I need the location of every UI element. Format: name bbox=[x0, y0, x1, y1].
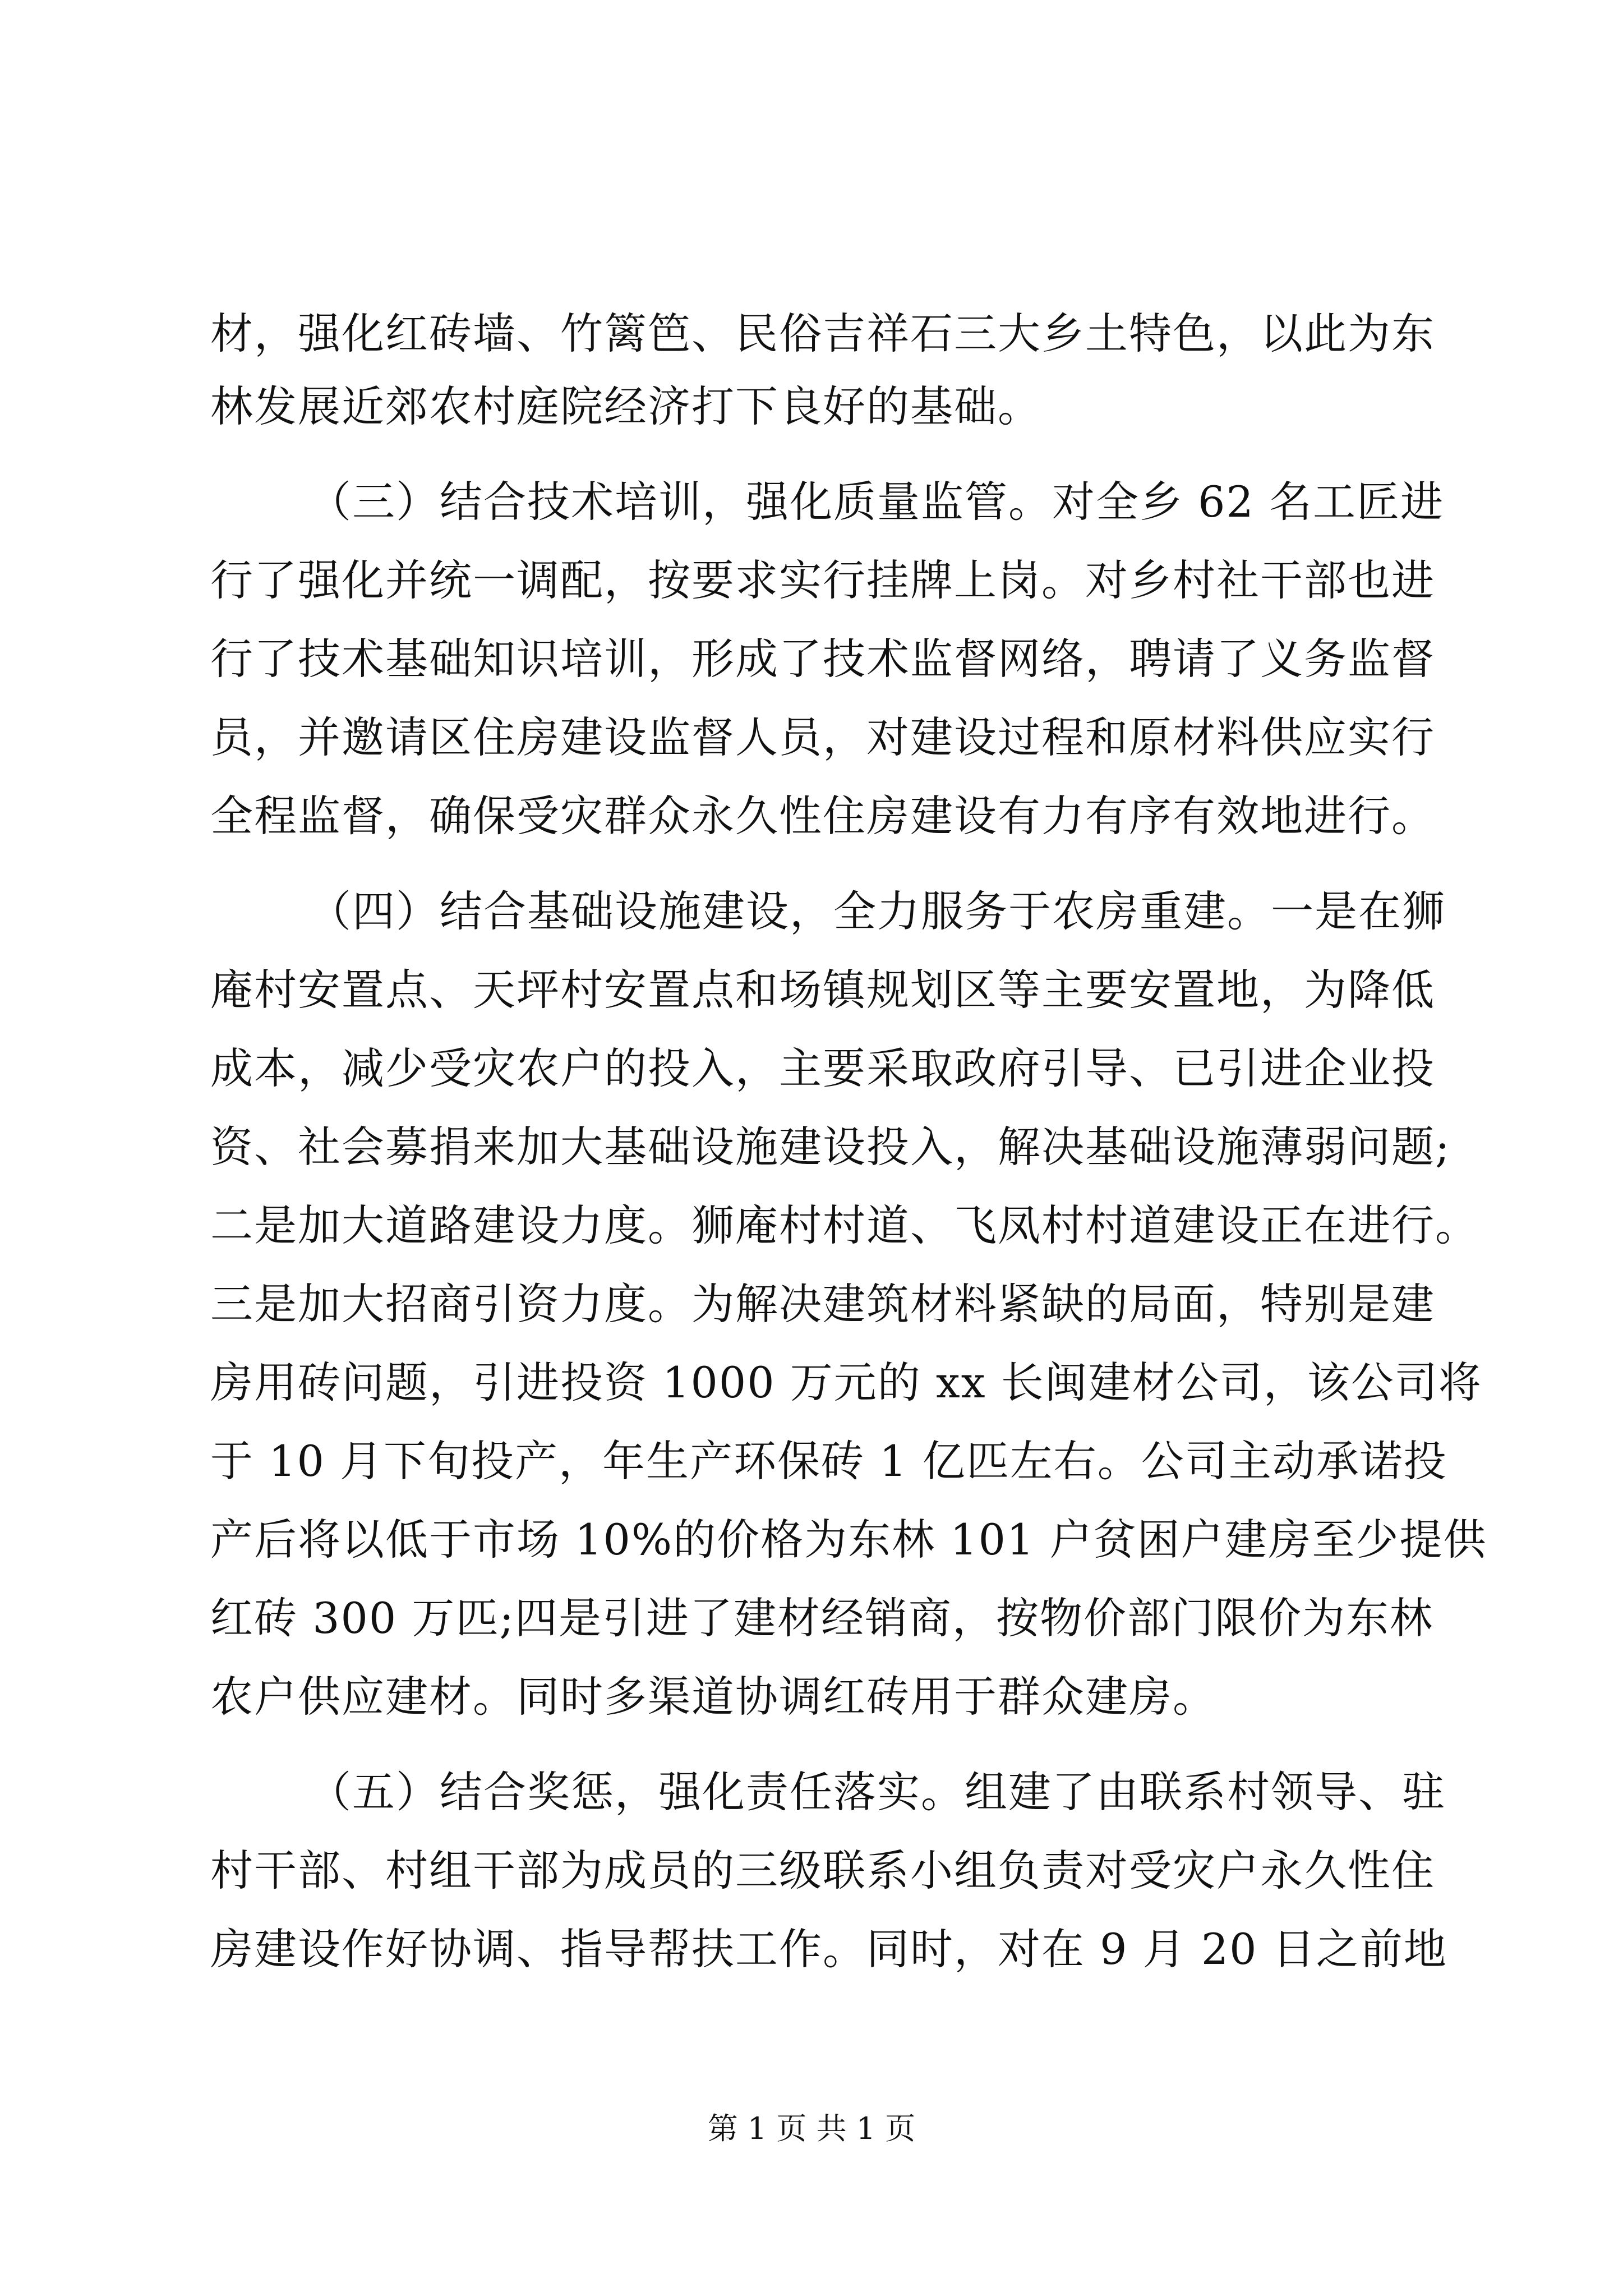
body-line: 行了强化并统一调配，按要求实行挂牌上岗。对乡村社干部也进 bbox=[210, 555, 1435, 605]
body-line: 于 10 月下旬投产，年生产环保砖 1 亿匹左右。公司主动承诺投 bbox=[210, 1436, 1447, 1486]
body-line: 房建设作好协调、指导帮扶工作。同时，对在 9 月 20 日之前地 bbox=[210, 1924, 1447, 1974]
paragraph-heading-line: （四）结合基础设施建设，全力服务于农房重建。一是在狮 bbox=[308, 886, 1446, 936]
body-line: 全程监督，确保受灾群众永久性住房建设有力有序有效地进行。 bbox=[210, 791, 1435, 841]
body-line: 农户供应建材。同时多渠道协调红砖用于群众建房。 bbox=[210, 1672, 1216, 1722]
page-footer: 第 1 页 共 1 页 bbox=[707, 2111, 916, 2146]
body-line: 产后将以低于市场 10%的价格为东林 101 户贫困户建房至少提供 bbox=[210, 1515, 1487, 1565]
body-line: 红砖 300 万匹;四是引进了建材经销商，按物价部门限价为东林 bbox=[210, 1593, 1433, 1643]
body-line: 资、社会募捐来加大基础设施建设投入，解决基础设施薄弱问题; bbox=[210, 1122, 1451, 1172]
body-line: 三是加大招商引资力度。为解决建筑材料紧缺的局面，特别是建 bbox=[210, 1279, 1435, 1329]
body-line: 庵村安置点、天坪村安置点和场镇规划区等主要安置地，为降低 bbox=[210, 965, 1435, 1015]
body-line: 行了技术基础知识培训，形成了技术监督网络，聘请了义务监督 bbox=[210, 634, 1435, 684]
body-line: 林发展近郊农村庭院经济打下良好的基础。 bbox=[210, 381, 1041, 431]
body-line: 村干部、村组干部为成员的三级联系小组负责对受灾户永久性住 bbox=[210, 1846, 1435, 1895]
body-line: 成本，减少受灾农户的投入，主要采取政府引导、已引进企业投 bbox=[210, 1043, 1435, 1093]
body-line: 员，并邀请区住房建设监督人员，对建设过程和原材料供应实行 bbox=[210, 712, 1435, 762]
body-line: 材，强化红砖墙、竹篱笆、民俗吉祥石三大乡土特色，以此为东 bbox=[210, 309, 1435, 358]
paragraph-heading-line: （三）结合技术培训，强化质量监管。对全乡 62 名工匠进 bbox=[308, 477, 1445, 527]
body-line: 房用砖问题，引进投资 1000 万元的 xx 长闽建材公司，该公司将 bbox=[210, 1358, 1482, 1407]
body-line: 二是加大道路建设力度。狮庵村村道、飞凤村村道建设正在进行。 bbox=[210, 1200, 1479, 1250]
paragraph-heading-line: （五）结合奖惩，强化责任落实。组建了由联系村领导、驻 bbox=[308, 1767, 1446, 1817]
